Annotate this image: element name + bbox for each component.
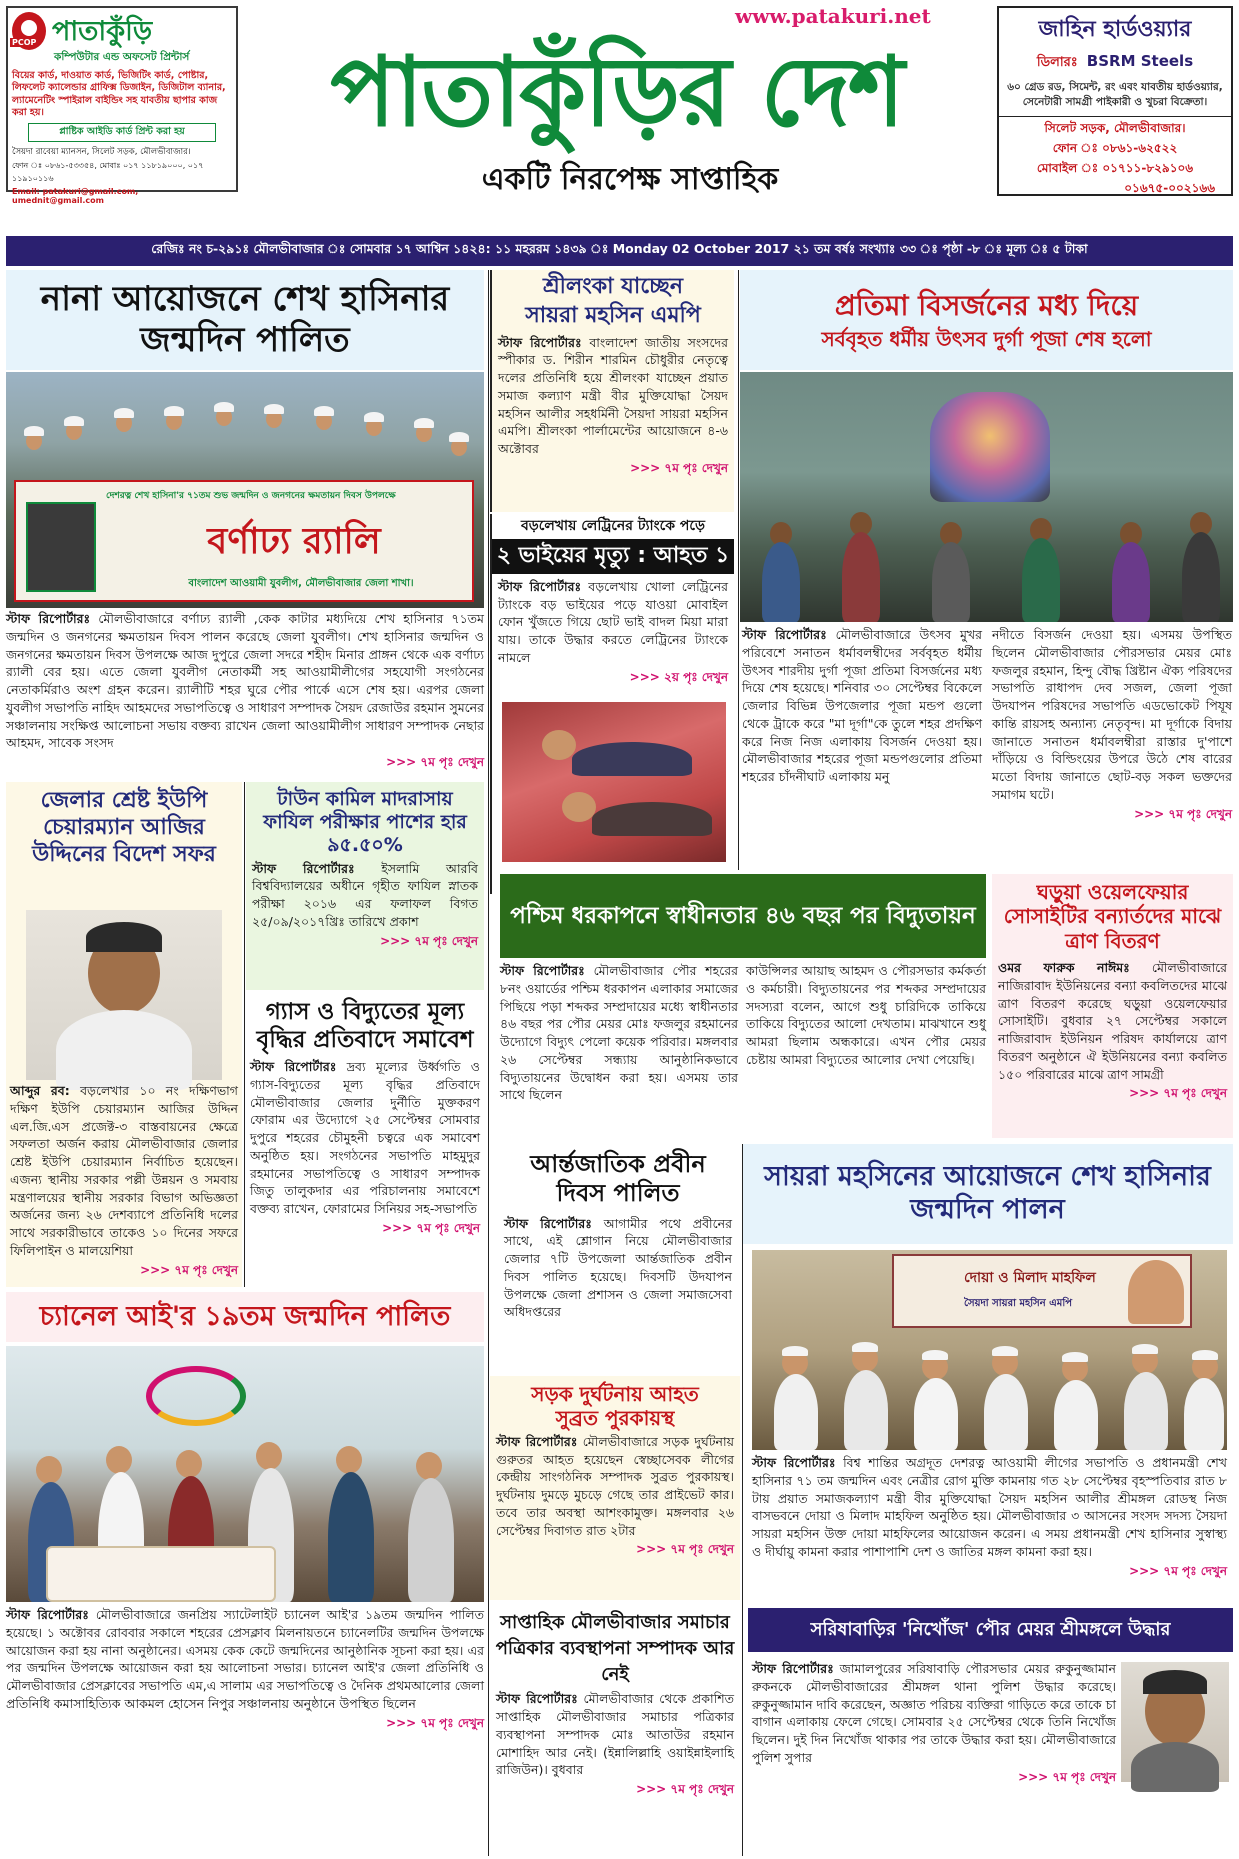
jahin-title: জাহিন হার্ডওয়্যার xyxy=(1038,17,1192,42)
hasina-birthday-title: নানা আয়োজনে শেখ হাসিনার জন্মদিন পালিত xyxy=(40,278,450,360)
article-body: নদীতে বিসর্জন দেওয়া হয়। এসময় উপস্থিত ছিলেন মৌলভীবাজার পৌরসভার মেয়র মোঃ ফজলুর রহমান, হিন্দু বৌদ্ধ খ্রিষ্টান ঐক্য পরিষদের সভাপতি রাধাপদ দেব সজল, জেলা পূজা উদযাপন পরিষদের সভাপতি এডভোকেট পিযূষ কান্তি রায়সহ অন্যান্য নেতৃবৃন্দ। মা দূর্গাকে বিদায় জানাতে সনাতন ধর্মাবলম্বীরা রাস্তার দু'পাশে দাঁড়িয়ে ও বিল্ডিংয়ের উপরে উঠে শেষ বারের মতো বিদায় জানাতে ছোট-বড় সকল ভক্তদের সমাগম ঘটে। xyxy=(992,627,1232,802)
ad-left-email: Email: patakuri@gmail.com, umednit@gmail.com xyxy=(12,186,139,205)
patakuri-logo-text: পাতাকুঁড়ি xyxy=(52,15,153,47)
ghorua-headline: ঘড়ুয়া ওয়েলফেয়ার সোসাইটির বন্যার্তদের মাঝে ত্রাণ বিতরণ xyxy=(1003,880,1222,953)
sarishabari-headline xyxy=(748,1608,1233,1652)
byline: ওমর ফারুক নাঈমঃ xyxy=(998,960,1130,976)
sarishabari-body-box xyxy=(748,1656,1233,1854)
article-body: আগামীর পথে প্রবীনের সাথে, এই শ্লোগান নিয়ে মৌলভীবাজার জেলার ৭টি উপজেলা আর্ন্তজাতিক প্রবীন দিবস পালিত হয়েছে। দিবসটি উদযাপন উপলক্ষে জেলা প্রশাসন ও জেলা সমাজসেবা অধিদপ্তরের xyxy=(504,1215,732,1320)
rally-banner xyxy=(14,480,474,602)
durga-headline1: প্রতিমা বিসর্জনের মধ্য দিয়ে xyxy=(834,288,1139,322)
pcop-logo xyxy=(12,12,46,50)
durga-idol xyxy=(930,392,1050,502)
elders-article xyxy=(500,1144,736,1374)
continue-link[interactable]: >>> ৭ম পৃঃ দেখুন xyxy=(386,755,484,769)
durga-headline xyxy=(740,270,1233,370)
article-body: মৌলভীবাজার থেকে প্রকাশিত সাপ্তাহিক মৌলভীবাজার সমাচার পত্রিকার ব্যবস্থাপনা সম্পাদক মোঃ আতাউর রহমান মোশাহিদ আর নেই। (ইন্নালিল্লাহি ওয়াইন্নাইলাহি রাজিউন)। বুধবার xyxy=(496,1691,734,1778)
continue-link[interactable]: >>> ৭ম পৃঃ দেখুন xyxy=(1134,806,1232,821)
ad-left-subtitle: কম্পিউটার এন্ড অফসেট প্রিন্টার্স xyxy=(54,51,190,63)
article-body: মৌলভীবাজারে বর্ণাঢ্য র‍্যালী ,কেক কাটার মধ্যদিয়ে শেখ হাসিনার ৭১তম জন্মদিন ও জনগনের ক্ষমতায়ন দিবস পালন করেছে জেলা যুবলীগ। শেখ হাসিনার জন্মদিন ও জনগনের ক্ষমতায়ন দিবস উপলক্ষে আজ দুপুরে জেলা সদরে শহীদ মিনার প্রাঙ্গন থেকে এক বর্ণাঢ্য র‍্যালী বের হয়। এতে জেলা যুবলীগ নেতাকর্মী সহ আওয়ামীলীগের সহযোগী সংগঠনের নেতাকর্মিরাও অংশ গ্রহন করেন। র‍্যালীটি শহর ঘুরে পৌর পার্কে এসে শেষ হয়। এরপর জেলা যুবলীগ সভাপতি নাহিদ আহমদের সভাপতিত্বে ও সাধারণ সম্পাদক সৈয়দ রেজাউর রহমান সুমনের সঞ্চালনায় সংক্ষিপ্ত আলোচনা সভায় বক্তব্য রাখেন জেলা আওয়ামীলীগ সাধারণ সম্পাদক নেছার আহমদ, সাবেক সংসদ xyxy=(6,611,484,751)
birthday-cake xyxy=(46,1546,276,1602)
durga-photo xyxy=(740,372,1233,622)
madrasa-headline: টাউন কামিল মাদরাসায় ফাযিল পরীক্ষার পাশের হার ৯৫.৫০% xyxy=(263,788,467,857)
jahin-desc: ৬০ গ্রেড রড, সিমেন্ট, রং এবং যাবতীয় হার্ডওয়্যার, সেনেটারী সামগ্রী পাইকারী ও খুচরা বিক্রেতা। xyxy=(1007,81,1223,109)
article-body: দ্রব্য মূল্যের উর্ধ্বগতি ও গ্যাস-বিদ্যুতের মূল্য বৃদ্ধির প্রতিবাদে মৌলভীবাজার জেলার দুর্নীতি মুক্তকরণ ফোরাম এর উদ্যোগে ২৫ সেপ্টেম্বর সোমবার দুপুরে শহরের চৌমুহনী চত্বরে এক সমাবেশ অনুষ্ঠিত হয়। সংগঠনের সভাপতি মাহমুদুর রহমানের সভাপতিত্বে ও সাধারণ সম্পাদক জিতু তালুকদার এর পরিচালনায় সমাবেশে বক্তব্য রাখেন, ফোরামের সিনিয়র সহ-সভাপতি xyxy=(250,1059,480,1217)
accident-article xyxy=(490,1376,740,1600)
article-body: মৌলভীবাজারে জনপ্রিয় স্যাটেলাইট চ্যানেল আই'র ১৯তম জন্মদিন পালিত হয়েছে। ১ অক্টোবর রোববার সকালে শহরের প্রেসক্লাব মিলনায়তনে চ্যানেলটির জন্মদিন উপলক্ষে আয়োজন করা হয় নানা অনুষ্ঠানের। এসময় কেক কেটে জন্মদিনের আনুষ্ঠানিক সূচনা করা হয়। এর পর জন্মদিন উপলক্ষে আয়োজন করা হয় আলোচনা সভার। চ্যানেল আই'র জেলা প্রতিনিধি ও মৌলভীবাজার প্রেসক্লাবের সভাপতি এম,এ সালাম এর সভাপতিত্বে ও দৈনিক প্রথমআলোর জেলা প্রতিনিধি কমাসাহিত্যিক আকমল হোসেন নিপুর সঞ্চালনায় অনুষ্ঠানে উপস্থিত ছিলেন xyxy=(6,1607,484,1711)
column-rule xyxy=(742,1144,743,1856)
byline: স্টাফ রিপোর্টারঃ xyxy=(250,1059,337,1075)
sarishabari-title: সরিষাবাড়ির 'নিখোঁজ' পৌর মেয়র শ্রীমঙ্গলে উদ্ধার xyxy=(810,1619,1171,1641)
byline: স্টাফ রিপোর্টারঃ xyxy=(252,860,355,876)
jahin-phone: ফোন ঃ ০৮৬১-৬২৫২২ xyxy=(1052,141,1178,156)
madrasa-article xyxy=(246,782,484,990)
continue-link[interactable]: >>> ৭ম পৃঃ দেখুন xyxy=(380,933,478,948)
byline: স্টাফ রিপোর্টারঃ xyxy=(500,963,585,978)
bsrm-brand: BSRM Steels xyxy=(1086,52,1194,70)
ad-left-services: বিয়ের কার্ড, দাওয়াত কার্ড, ভিজিটিং কার্ড, পোষ্টার, লিফলেট ক্যালেন্ডার গ্রাফিক্স ডিজাইন, ডিজিটাল ব্যানার, ল্যামেনেটিং স্পাইরাল বাইন্ডিং সহ যাবতীয় ছাপার কাজ করা হয়। xyxy=(12,69,226,119)
elders-headline: আর্ন্তজাতিক প্রবীন দিবস পালিত xyxy=(530,1150,706,1208)
accident-headline2: সুব্রত পুরকায়স্থ xyxy=(555,1406,675,1431)
continue-link[interactable]: >>> ৭ম পৃঃ দেখুন xyxy=(636,1542,734,1557)
website-url-text[interactable]: www.patakuri.net xyxy=(735,4,931,28)
article-body: মৌলভীবাজারে নাজিরাবাদ ইউনিয়নের বন্যা কবলিতদের মাঝে ত্রাণ বিতরণ করেছে ঘড়ুয়া ওয়েলফেয়ার সোসাইটি। বুধবার ২৭ সেপ্টেম্বর সকালে নাজিরাবাদ ইউনিয়ন পরিষদ কার্যালয়ে ত্রাণ বিতরণ অনুষ্ঠানে ঐ ইউনিয়নের বন্যা কবলিত ১৫০ পরিবারের মাঝে ত্রাণ সামগ্রী xyxy=(998,960,1227,1082)
dealer-label: ডিলারঃ xyxy=(1036,55,1078,70)
gas-headline: গ্যাস ও বিদ্যুতের মূল্য বৃদ্ধির প্রতিবাদে সমাবেশ xyxy=(256,999,474,1054)
byline: স্টাফ রিপোর্টারঃ xyxy=(496,1691,578,1707)
column-rule xyxy=(488,270,489,1856)
milad-photo xyxy=(752,1250,1227,1450)
jahin-address: সিলেট সড়ক, মৌলভীবাজার। xyxy=(1044,121,1186,136)
byline: স্টাফ রিপোর্টারঃ xyxy=(6,611,91,626)
sayra-birthday-headline xyxy=(742,1144,1233,1244)
latrine-kicker: বড়লেখায় লেট্রিনের ট্যাংকে পড়ে xyxy=(520,518,706,534)
banner-top-text: দেশরত্ন শেখ হাসিনা'র ৭১তম শুভ জন্মদিন ও জনগনের ক্ষমতায়ন দিবস উপলক্ষে xyxy=(106,491,396,501)
article-body: জামালপুরের সরিষাবাড়ি পৌরসভার মেয়র রুকুনুজ্জামান রুকনকে মৌলভীবাজারের শ্রীমঙ্গল থানা পুলিশ উদ্ধার করেছে। রুকুনুজ্জামান দাবি করেছেন, অজ্ঞাত পরিচয় ব্যক্তিরা গাড়িতে করে তাকে চা বাগান এলাকায় ফেলে গেছে। সোমবার ২৫ সেপ্টেম্বর থেকে তিনি নিখোঁজ ছিলেন। দুই দিন নিখোঁজ থাকার পর তাকে উদ্ধার করা হয়। মৌলভীবাজারে পুলিশ সুপার xyxy=(752,1661,1116,1765)
ghorua-article xyxy=(992,874,1233,1138)
editor-death-headline: সাপ্তাহিক মৌলভীবাজার সমাচার পত্রিকার ব্যবস্থাপনা সম্পাদক আর নেই xyxy=(495,1612,735,1686)
durga-body-left xyxy=(742,626,982,866)
article-body: বাংলাদেশ জাতীয় সংসদের স্পীকার ড. শিরীন শারমিন চৌধুরীর নেতৃত্বে দলের প্রতিনিধি হয়ে শ্রীলংকা যাচ্ছেন প্রয়াত সমাজ কল্যাণ মন্ত্রী বীর মুক্তিযোদ্ধা সৈয়দ মহসিন আলীর সহধর্মিনী সৈয়দা সায়রা মহসিন এমপি। শ্রীলংকা পার্লামেন্টের আয়োজনে ৪-৬ অক্টোবর xyxy=(498,334,728,457)
continue-link[interactable]: >>> ২য় পৃঃ দেখুন xyxy=(629,669,728,684)
byline: স্টাফ রিপোর্টারঃ xyxy=(498,578,582,594)
article-body: কাউন্সিলর আয়াছ আহমদ ও পৌরসভার কর্মকর্তা ও কর্মচারী। বিদ্যুতায়নের পর শব্দকর সম্প্রদায়ের সদস্যরা বলেন, আগে শুধু চারিদিকে তাকিয়ে তাকিয়ে বিদ্যুতের আলো দেখতাম। মাঝখানে শুধু আমরা ছিলাম অন্ধকারে। এখন পৌর মেয়র চেষ্টায় আমরা বিদ্যুতের আলোর দেখা পেয়েছি। xyxy=(746,963,986,1067)
ad-left-phone: ফোন ঃ ০৮৬১-৫৩৩৫৪, মোবাঃ ০১৭ ১১৮১৯০০০, ০১৭ ১১৯১০১১৬ xyxy=(12,160,204,183)
article-body: বড়লেখার ১০ নং দক্ষিণভাগ দক্ষিণ ইউপি চেয়ারম্যান আজির উদ্দিন এল.জি.এস প্রজেক্ট-৩ বাস্তবায়নের ক্ষেত্রে সফলতা অর্জন করায় মৌলভীবাজার জেলার শ্রেষ্ট ইউপি চেয়ারম্যান নির্বাচিত হয়েছেন। এজন্য স্থানীয় সরকার পল্লী উন্নয়ন ও সমবায় মন্ত্রণালয়ের স্থানীয় সরকার বিভাগ অভিজ্ঞতা অর্জনের জন্য ২৬ দেশব্যাপে প্রতিনিধি দলের সাথে সরকারীভাবে তাকেও ১০ দিনের সফরে ফিলিপাইন ও মালয়েশিয়া xyxy=(10,1083,239,1258)
srilanka-headline2: সায়রা মহসিন এমপি xyxy=(525,302,701,328)
dharakapan-title: পশ্চিম ধরকাপনে স্বাধীনতার ৪৬ বছর পর বিদ্যুতায়ন xyxy=(510,902,976,929)
hasina-birthday-body xyxy=(6,610,484,778)
byline: আব্দুর রব: xyxy=(10,1083,70,1098)
ad-left-address: সৈয়দা রাবেয়া ম্যানসন, সিলেট সড়ক, মৌলভীবাজার। xyxy=(12,146,191,157)
jahin-mobile: মোবাইল ঃ ০১৭১১-৮২৯১০৬ xyxy=(1036,161,1194,176)
chairman-photo xyxy=(26,910,222,1080)
editor-death-article xyxy=(490,1604,740,1856)
channel-i-logo xyxy=(146,1366,246,1426)
banner-big-text: বর্ণাঢ্য র‍্যালি xyxy=(207,521,381,562)
continue-link[interactable]: >>> ৭ম পৃঃ দেখুন xyxy=(630,460,728,475)
continue-link[interactable]: >>> ৭ম পৃঃ দেখুন xyxy=(1129,1086,1227,1101)
ad-left-plastic: প্লাষ্টিক আইডি কার্ড প্রিন্ট করা হয় xyxy=(28,123,216,142)
ad-jahin-box xyxy=(997,6,1233,196)
info-bar-text: রেজিঃ নং চ-২৯১ঃ মৌলভীবাজার ঃ সোমবার ১৭ আশ্বিন ১৪২৪: ১১ মহররম ১৪৩৯ ঃ Monday 02 October 2017 ২১ তম বর্ষঃ সংখ্যাঃ ৩৩ ঃ পৃষ্ঠা -৮ ঃ মূল্য ঃ ৫ টাকা xyxy=(151,241,1088,256)
byline: স্টাফ রিপোর্টারঃ xyxy=(752,1455,836,1470)
byline: স্টাফ রিপোর্টারঃ xyxy=(742,627,827,642)
channel-i-body xyxy=(6,1606,484,1856)
channel-i-title: চ্যানেল আই'র ১৯তম জন্মদিন পালিত xyxy=(39,1300,451,1332)
dharakapan-body-left xyxy=(500,962,738,1138)
byline: স্টাফ রিপোর্টারঃ xyxy=(496,1433,578,1449)
byline: স্টাফ রিপোর্টারঃ xyxy=(6,1607,89,1622)
rally-photo xyxy=(6,372,484,608)
article-body: বিশ্ব শান্তির অগ্রদূত দেশরত্ন আওয়ামী লীগের সভাপতি ও প্রধানমন্ত্রী শেখ হাসিনার ৭১ তম জন্মদিন এবং নেত্রীর রোগ মুক্তি কামনায় গত ২৮ সেপ্টেম্বর বৃহস্পতিবার রাত ৮ টায় প্রয়াত সমাজকল্যাণ মন্ত্রী বীর মুক্তিযোদ্ধা সৈয়দ মহসিন আলীর শ্রীমঙ্গল রোডস্থ নিজ বাসভবনে দোয়া ও মিলাদ মাহফিল অনুষ্ঠিত হয়। মৌলভীবাজার ৩ আসনের সংসদ সদস্য সৈয়দা সায়রা মহসিন উক্ত দোয়া মাহফিলের আয়োজন করেন। এ সময় প্রধানমন্ত্রী শেখ হাসিনার সুস্বাস্থ্য ও দীর্ঘায়ু কামনা করার পাশাপাশি দেশ ও জাতির মঙ্গল কামনা করা হয়। xyxy=(752,1455,1227,1559)
channel-i-photo xyxy=(6,1346,484,1602)
article-body: বড়লেখায় খোলা লেট্রিনের ট্যাংকে বড় ভাইয়ের পড়ে যাওয়া মোবাইল ফোন খুঁজতে গিয়ে ছোট ভাই বাদল মিয়া মারা যায়। তাকে উদ্ধার করতে লেট্রিনের ট্যাংকে নামলে xyxy=(498,578,728,665)
up-chairman-headline: জেলার শ্রেষ্ট ইউপি চেয়ারম্যান আজির উদ্দিনের বিদেশ সফর xyxy=(32,788,216,867)
milad-banner-text: দোয়া ও মিলাদ মাহফিল xyxy=(964,1270,1096,1286)
sayra-birthday-body xyxy=(752,1454,1227,1604)
channel-i-headline xyxy=(6,1292,484,1342)
hasina-birthday-headline xyxy=(6,270,484,370)
srilanka-article xyxy=(490,270,734,512)
column-rule xyxy=(244,782,245,1287)
dharakapan-body-right xyxy=(746,962,986,1138)
continue-link[interactable]: >>> ৭ম পৃঃ দেখুন xyxy=(140,1262,238,1277)
continue-link[interactable]: >>> ৭ম পৃঃ দেখুন xyxy=(386,1715,484,1730)
latrine-photo xyxy=(502,702,726,862)
milad-banner xyxy=(892,1254,1192,1328)
ad-patakuri-box xyxy=(6,6,238,205)
accident-headline1: সড়ক দুর্ঘটনায় আহত xyxy=(531,1382,699,1406)
continue-link[interactable]: >>> ৭ম পৃঃ দেখুন xyxy=(1018,1769,1116,1784)
byline: স্টাফ রিপোর্টারঃ xyxy=(498,334,582,350)
milad-banner-sub: সৈয়দা সায়রা মহসিন এমপি xyxy=(964,1298,1072,1309)
masthead-title xyxy=(244,22,989,162)
column-rule xyxy=(738,270,739,870)
banner-bottom-text: বাংলাদেশ আওয়ামী যুবলীগ, মৌলভীবাজার জেলা শাখা। xyxy=(188,578,414,589)
article-body: মৌলভীবাজারে উৎসব মুখর পরিবেশে সনাতন ধর্মাবলম্বীদের সর্ববৃহত ধর্মীয় উৎসব শারদীয় দুর্গা পূজা প্রতিমা বিসর্জনের মধ্য দিয়ে শেষ হয়েছে। শনিবার ৩০ সেপ্টেম্বর বিকেলে জেলার বিভিন্ন উপজেলার পূজা মন্ডপ গুলো থেকে ট্রাকে করে "মা দূর্গা"কে তুলে শহর প্রদক্ষিণ করে নিজ নিজ এলাকায় বিসর্জন দেওয়া হয়। মৌলভীবাজার শহরের পূজা মন্ডপগুলোর প্রতিমা শহরের চাঁদনীঘাট এলাকায় মনু xyxy=(742,627,982,784)
continue-link[interactable]: >>> ৭ম পৃঃ দেখুন xyxy=(382,1220,480,1235)
dharakapan-headline xyxy=(500,874,986,958)
mayor-photo xyxy=(1121,1662,1229,1782)
pcop-badge: PCOP xyxy=(12,38,37,47)
jahin-mobile2: ০১৬৭৫-০০২১৬৬ xyxy=(1124,181,1215,196)
banner-portrait xyxy=(26,502,96,592)
latrine-headline: ২ ভাইয়ের মৃত্যু : আহত ১ xyxy=(492,539,734,574)
srilanka-headline1: শ্রীলংকা যাচ্ছেন xyxy=(542,274,684,299)
article-body: মৌলভীবাজারে সড়ক দুর্ঘটনায় গুরুতর আহত হয়েছেন স্বেচ্ছাসেবক লীগের কেন্দ্রীয় সাংগঠনিক সম্পাদক সুব্রত পুরকায়স্থ। দুর্ঘটনায় দুমড়ে মুচড়ে গেছে তার প্রাইভেট কার। তবে তার অবস্থা আশংকামুক্ত। মঙ্গলবার ২৬ সেপ্টেম্বর দিবাগত রাত ২টার xyxy=(496,1433,734,1538)
article-body: ইসলামি আরবি বিশ্ববিদ্যালয়ের অধীনে গৃহীত ফাযিল স্নাতক পরীক্ষা ২০১৬ এর ফলাফল বিগত ২৫/০৯/২০১৭খ্রিঃ তারিখে প্রকাশ xyxy=(252,860,478,929)
article-body: মৌলভীবাজার পৌর শহরের ৮নং ওয়ার্ডের পশ্চিম ধরকাপন এলাকার সমাজের পিছিয়ে পড়া শব্দকর সম্প্রদায়ের মধ্যে স্বাধীনতার ৪৬ বছর পর পৌর মেয়র মোঃ ফজলুর রহমানের উদ্যোগে বিদ্যুৎ পেলো কয়েক পরিবার। মঙ্গলবার ২৬ সেপ্টেম্বর সন্ধ্যায় আনুষ্ঠানিকভাবে বিদ্যুতায়নের উদ্বোধন করা হয়। এসময় তার সাথে ছিলেন xyxy=(500,963,738,1103)
latrine-article xyxy=(490,514,734,894)
masthead-tagline-text: একটি নিরপেক্ষ সাপ্তাহিক xyxy=(481,161,779,197)
masthead-title-text: পাতাকুঁড়ির দেশ xyxy=(330,36,903,148)
info-bar xyxy=(6,236,1233,266)
continue-link[interactable]: >>> ৭ম পৃঃ দেখুন xyxy=(1129,1563,1227,1578)
sayra-birthday-title: সায়রা মহসিনের আয়োজনে শেখ হাসিনার জন্মদিন পালন xyxy=(764,1161,1211,1225)
durga-body-right xyxy=(992,626,1232,866)
durga-headline2: সর্ববৃহত ধর্মীয় উৎসব দুর্গা পূজা শেষ হলো xyxy=(821,326,1152,351)
up-chairman-article xyxy=(6,782,242,1287)
masthead-tagline xyxy=(380,158,880,202)
gas-article xyxy=(246,994,484,1287)
banner-portrait xyxy=(1128,1260,1184,1324)
byline: স্টাফ রিপোর্টারঃ xyxy=(752,1661,834,1676)
continue-link[interactable]: >>> ৭ম পৃঃ দেখুন xyxy=(636,1782,734,1797)
byline: স্টাফ রিপোর্টারঃ xyxy=(504,1215,592,1231)
